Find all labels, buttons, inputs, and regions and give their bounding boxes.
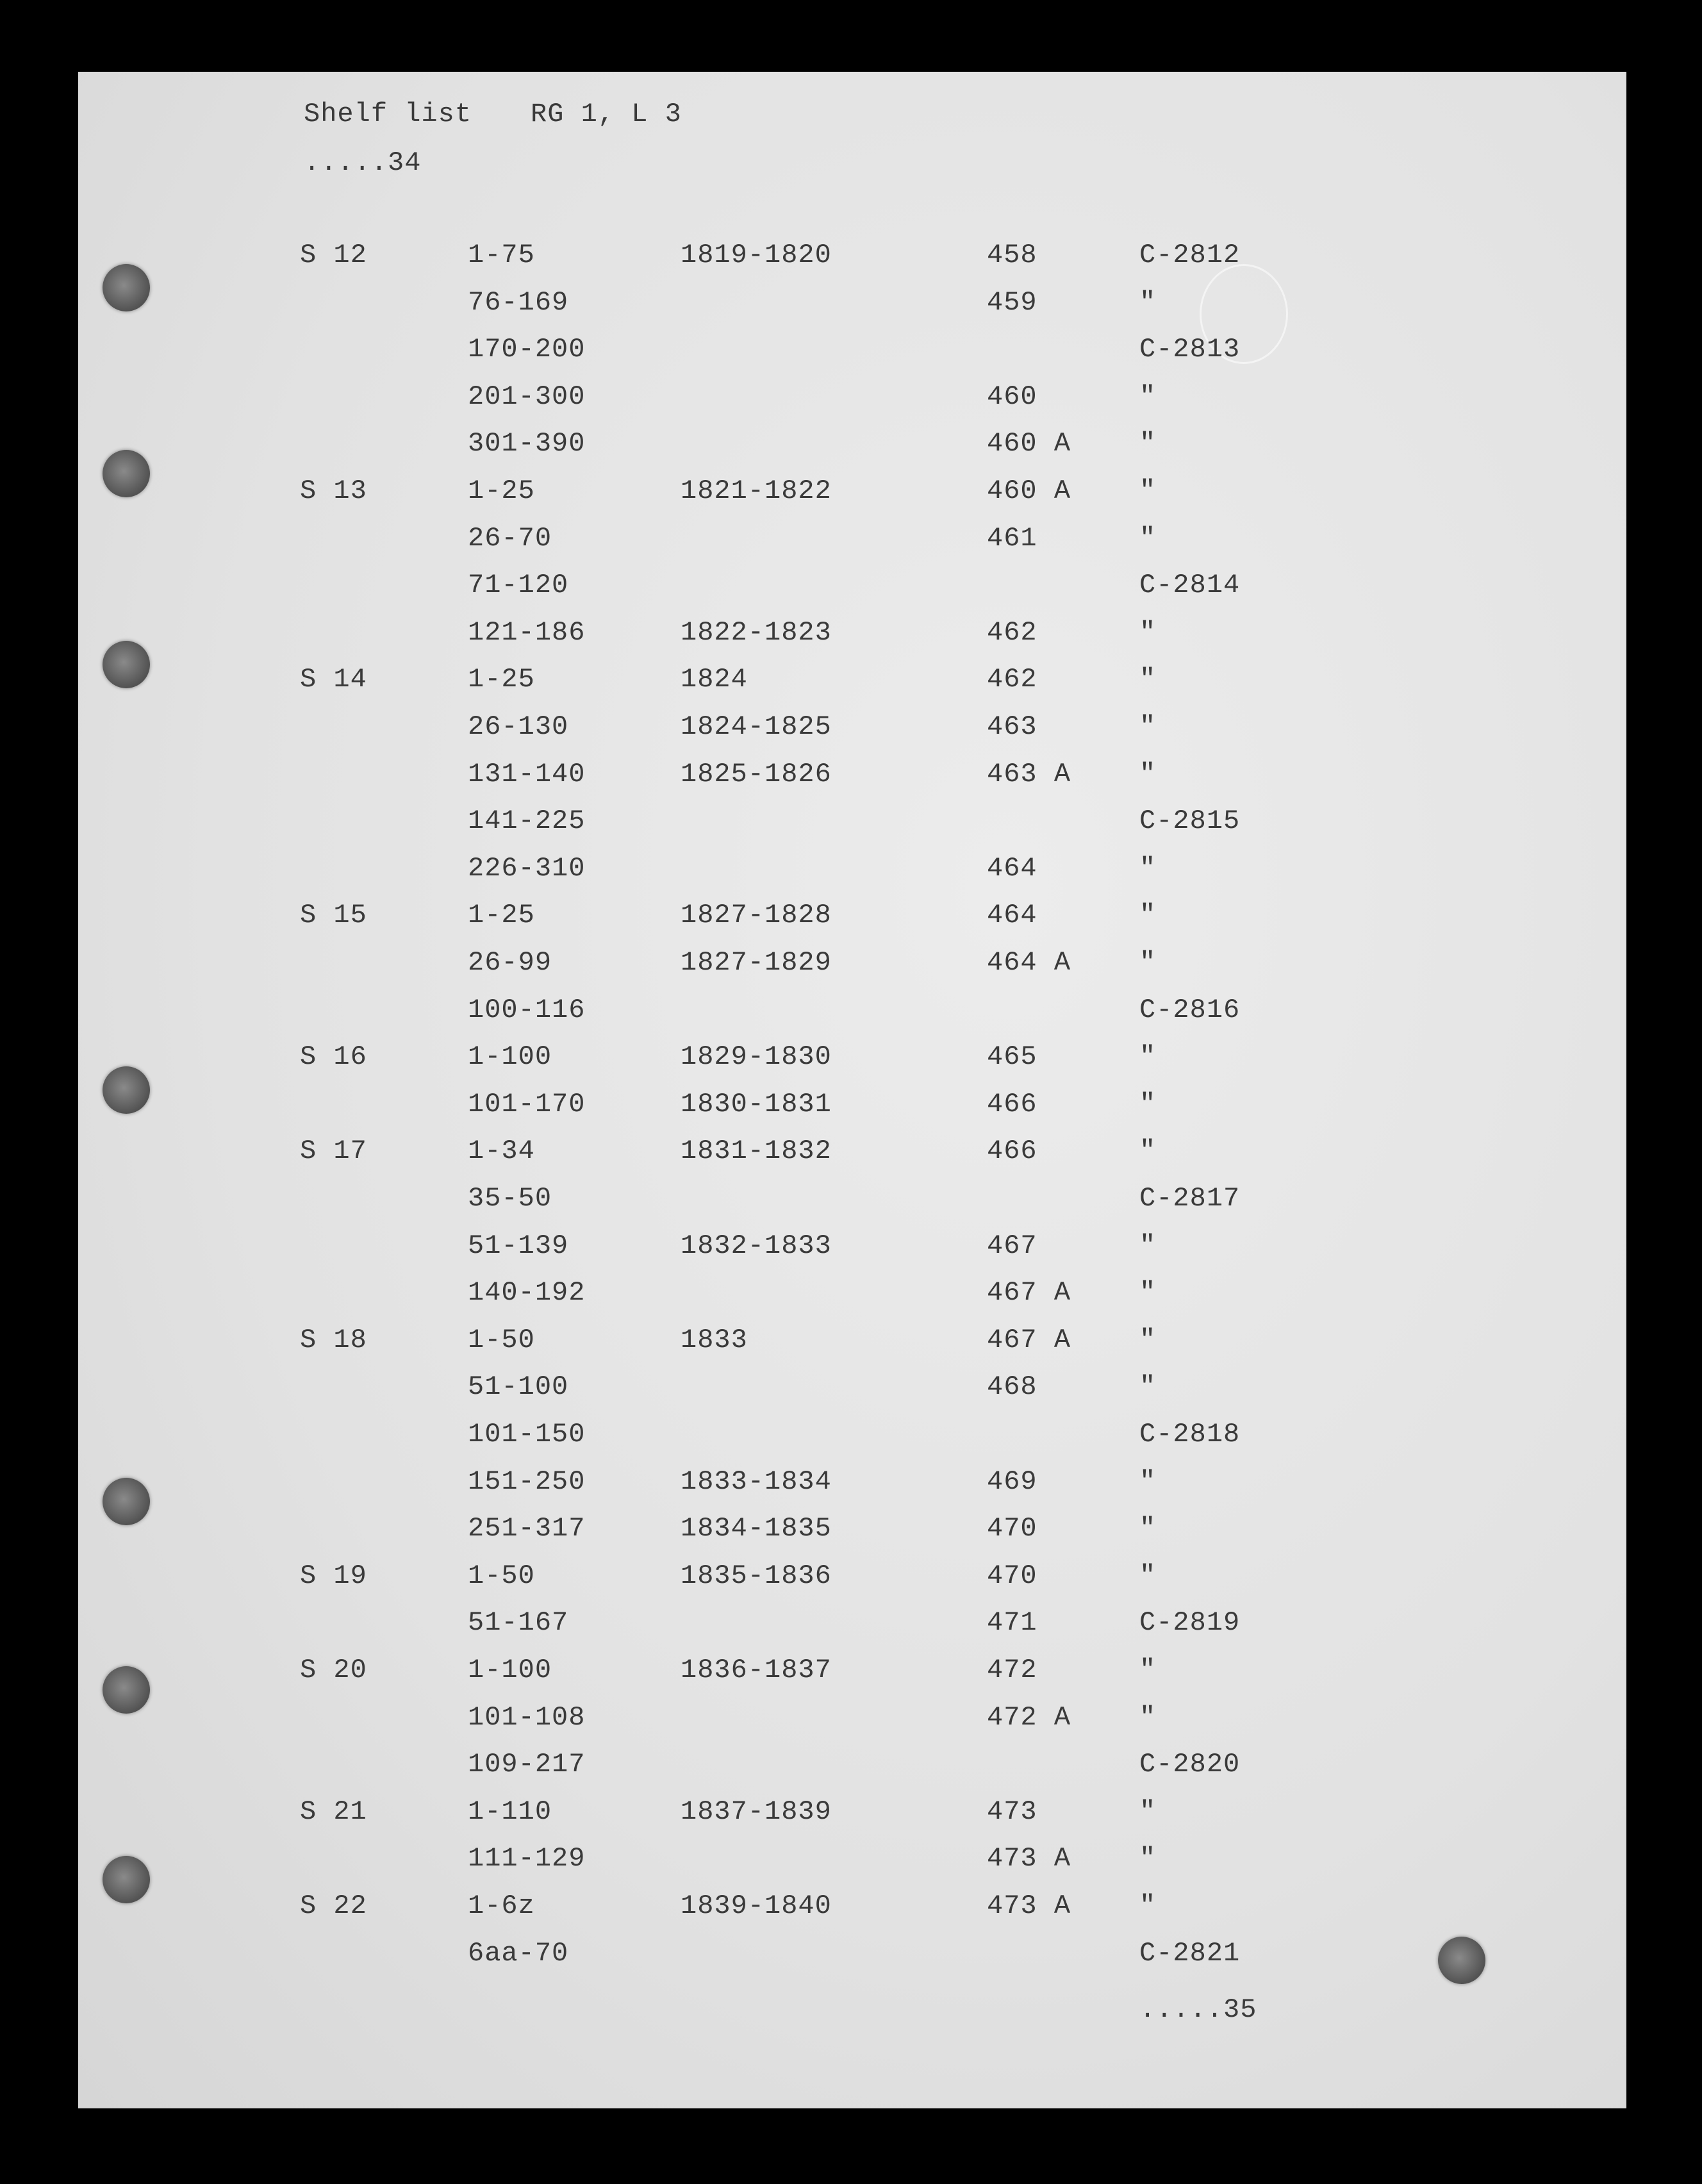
date-range: 1824-1825 — [681, 711, 832, 742]
series-label: S 19 — [300, 1560, 367, 1591]
box-number: 461 — [987, 522, 1037, 554]
item-range: 1-25 — [468, 900, 535, 931]
box-number: 472 A — [987, 1701, 1071, 1733]
reel-number: " — [1139, 1230, 1157, 1261]
item-range: 100-116 — [468, 994, 586, 1025]
date-range: 1835-1836 — [681, 1560, 832, 1591]
box-number: 468 — [987, 1371, 1037, 1403]
date-range: 1833 — [681, 1324, 748, 1355]
table-row — [78, 1796, 1626, 1844]
table-row — [78, 664, 1626, 711]
item-range: 71-120 — [468, 570, 569, 601]
item-range: 101-108 — [468, 1701, 586, 1733]
item-range: 141-225 — [468, 806, 586, 837]
date-range: 1839-1840 — [681, 1890, 832, 1921]
table-row — [78, 617, 1626, 665]
reel-number: " — [1139, 1088, 1157, 1120]
table-row — [78, 1183, 1626, 1230]
table-row — [78, 1419, 1626, 1466]
table-row — [78, 995, 1626, 1042]
date-range: 1827-1829 — [681, 947, 832, 978]
table-row — [78, 1466, 1626, 1514]
reel-number: C-2815 — [1139, 806, 1241, 837]
reel-number: C-2817 — [1139, 1183, 1241, 1214]
reel-number: " — [1139, 947, 1157, 978]
table-row — [78, 1702, 1626, 1750]
series-label: S 18 — [300, 1324, 367, 1355]
table-row — [78, 759, 1626, 806]
reel-number: C-2816 — [1139, 994, 1241, 1025]
item-range: 101-150 — [468, 1419, 586, 1450]
reel-number: " — [1139, 428, 1157, 459]
table-row — [78, 1843, 1626, 1890]
item-range: 1-50 — [468, 1324, 535, 1355]
box-number: 466 — [987, 1088, 1037, 1120]
table-row — [78, 334, 1626, 381]
box-number: 459 — [987, 286, 1037, 318]
table-row — [78, 806, 1626, 853]
box-number: 460 A — [987, 476, 1071, 506]
table-row — [78, 381, 1626, 429]
date-range: 1831-1832 — [681, 1136, 832, 1167]
reel-number: " — [1139, 664, 1157, 695]
series-label: S 20 — [300, 1655, 367, 1685]
date-range: 1827-1828 — [681, 900, 832, 931]
box-number: 460 A — [987, 428, 1071, 459]
reel-number: " — [1139, 286, 1157, 318]
record-group-label: RG 1, L 3 — [531, 99, 682, 129]
date-range: 1833-1834 — [681, 1466, 832, 1497]
table-row — [78, 240, 1626, 287]
table-row — [78, 1513, 1626, 1560]
item-range: 26-99 — [468, 947, 552, 978]
page-title: Shelf list — [304, 99, 472, 129]
reel-number: C-2813 — [1139, 334, 1241, 365]
table-row — [78, 900, 1626, 947]
item-range: 1-6z — [468, 1890, 535, 1921]
item-range: 26-70 — [468, 522, 552, 554]
box-number: 473 A — [987, 1890, 1071, 1921]
box-number: 462 — [987, 664, 1037, 695]
item-range: 131-140 — [468, 758, 586, 790]
item-range: 51-167 — [468, 1607, 569, 1639]
item-range: 1-100 — [468, 1041, 552, 1073]
item-range: 1-34 — [468, 1136, 535, 1167]
box-number: 466 — [987, 1136, 1037, 1167]
box-number: 472 — [987, 1655, 1037, 1685]
series-label: S 22 — [300, 1890, 367, 1921]
reel-number: " — [1139, 616, 1157, 648]
item-range: 301-390 — [468, 428, 586, 459]
box-number: 470 — [987, 1560, 1037, 1591]
item-range: 1-50 — [468, 1560, 535, 1591]
box-number: 463 — [987, 711, 1037, 742]
reel-number: " — [1139, 381, 1157, 412]
item-range: 151-250 — [468, 1466, 586, 1497]
reel-number: C-2820 — [1139, 1749, 1241, 1780]
reel-number: " — [1139, 758, 1157, 790]
item-range: 6aa-70 — [468, 1937, 569, 1969]
table-row — [78, 1890, 1626, 1938]
date-range: 1824 — [681, 664, 748, 695]
item-range: 101-170 — [468, 1088, 586, 1120]
date-range: 1830-1831 — [681, 1088, 832, 1120]
reel-number: C-2818 — [1139, 1419, 1241, 1450]
item-range: 1-110 — [468, 1796, 552, 1827]
box-number: 460 — [987, 381, 1037, 412]
reel-number: " — [1139, 852, 1157, 884]
series-label: S 13 — [300, 476, 367, 506]
reel-number: " — [1139, 1466, 1157, 1497]
item-range: 170-200 — [468, 334, 586, 365]
item-range: 76-169 — [468, 286, 569, 318]
item-range: 201-300 — [468, 381, 586, 412]
reel-number: " — [1139, 711, 1157, 742]
reel-number: " — [1139, 1843, 1157, 1874]
reel-number: " — [1139, 1513, 1157, 1544]
item-range: 109-217 — [468, 1749, 586, 1780]
item-range: 1-25 — [468, 664, 535, 695]
table-row — [78, 1089, 1626, 1136]
date-range: 1819-1820 — [681, 240, 832, 270]
box-number: 462 — [987, 616, 1037, 648]
reel-number: " — [1139, 1890, 1157, 1921]
series-label: S 17 — [300, 1136, 367, 1167]
table-row — [78, 1041, 1626, 1089]
table-row — [78, 287, 1626, 335]
table-row — [78, 1136, 1626, 1183]
table-row — [78, 1938, 1626, 1985]
item-range: 51-100 — [468, 1371, 569, 1403]
item-range: 26-130 — [468, 711, 569, 742]
item-range: 251-317 — [468, 1513, 586, 1544]
table-row — [78, 1560, 1626, 1608]
reel-number: " — [1139, 1371, 1157, 1403]
box-number: 464 — [987, 852, 1037, 884]
item-range: 111-129 — [468, 1843, 586, 1874]
item-range: 1-75 — [468, 240, 535, 270]
item-range: 1-25 — [468, 476, 535, 506]
table-row — [78, 1607, 1626, 1655]
box-number: 458 — [987, 240, 1037, 270]
date-range: 1822-1823 — [681, 616, 832, 648]
item-range: 51-139 — [468, 1230, 569, 1261]
reel-number: " — [1139, 1324, 1157, 1355]
next-page-reference: .....35 — [1139, 1994, 1257, 2025]
table-row — [78, 428, 1626, 476]
series-label: S 14 — [300, 664, 367, 695]
reel-number: " — [1139, 1041, 1157, 1073]
date-range: 1829-1830 — [681, 1041, 832, 1073]
date-range: 1834-1835 — [681, 1513, 832, 1544]
box-number: 463 A — [987, 758, 1071, 790]
reel-number: " — [1139, 1701, 1157, 1733]
box-number: 473 A — [987, 1843, 1071, 1874]
table-row — [78, 1230, 1626, 1278]
box-number: 464 A — [987, 947, 1071, 978]
box-number: 471 — [987, 1607, 1037, 1639]
reel-number: C-2814 — [1139, 570, 1241, 601]
previous-page-reference: .....34 — [304, 147, 422, 178]
box-number: 465 — [987, 1041, 1037, 1073]
date-range: 1836-1837 — [681, 1655, 832, 1685]
date-range: 1832-1833 — [681, 1230, 832, 1261]
table-row — [78, 1325, 1626, 1372]
item-range: 140-192 — [468, 1277, 586, 1309]
reel-number: C-2819 — [1139, 1607, 1241, 1639]
reel-number: " — [1139, 1796, 1157, 1827]
box-number: 470 — [987, 1513, 1037, 1544]
reel-number: " — [1139, 476, 1157, 506]
date-range: 1825-1826 — [681, 758, 832, 790]
series-label: S 21 — [300, 1796, 367, 1827]
shelf-list-page — [78, 72, 1626, 2108]
table-row — [78, 1749, 1626, 1796]
table-row — [78, 711, 1626, 759]
box-number: 467 A — [987, 1324, 1071, 1355]
reel-number: " — [1139, 522, 1157, 554]
table-row — [78, 523, 1626, 570]
reel-number: " — [1139, 1560, 1157, 1591]
reel-number: " — [1139, 1136, 1157, 1167]
box-number: 473 — [987, 1796, 1037, 1827]
table-row — [78, 853, 1626, 900]
reel-number: C-2821 — [1139, 1937, 1241, 1969]
table-row — [78, 1277, 1626, 1325]
box-number: 467 — [987, 1230, 1037, 1261]
table-row — [78, 476, 1626, 523]
item-range: 226-310 — [468, 852, 586, 884]
item-range: 35-50 — [468, 1183, 552, 1214]
item-range: 1-100 — [468, 1655, 552, 1685]
series-label: S 12 — [300, 240, 367, 270]
item-range: 121-186 — [468, 616, 586, 648]
reel-number: C-2812 — [1139, 240, 1241, 270]
table-row — [78, 1655, 1626, 1702]
table-row — [78, 947, 1626, 995]
date-range: 1821-1822 — [681, 476, 832, 506]
reel-number: " — [1139, 1655, 1157, 1685]
box-number: 464 — [987, 900, 1037, 931]
date-range: 1837-1839 — [681, 1796, 832, 1827]
reel-number: " — [1139, 900, 1157, 931]
table-row — [78, 1371, 1626, 1419]
reel-number: " — [1139, 1277, 1157, 1309]
box-number: 469 — [987, 1466, 1037, 1497]
box-number: 467 A — [987, 1277, 1071, 1309]
series-label: S 15 — [300, 900, 367, 931]
table-row — [78, 570, 1626, 617]
series-label: S 16 — [300, 1041, 367, 1073]
